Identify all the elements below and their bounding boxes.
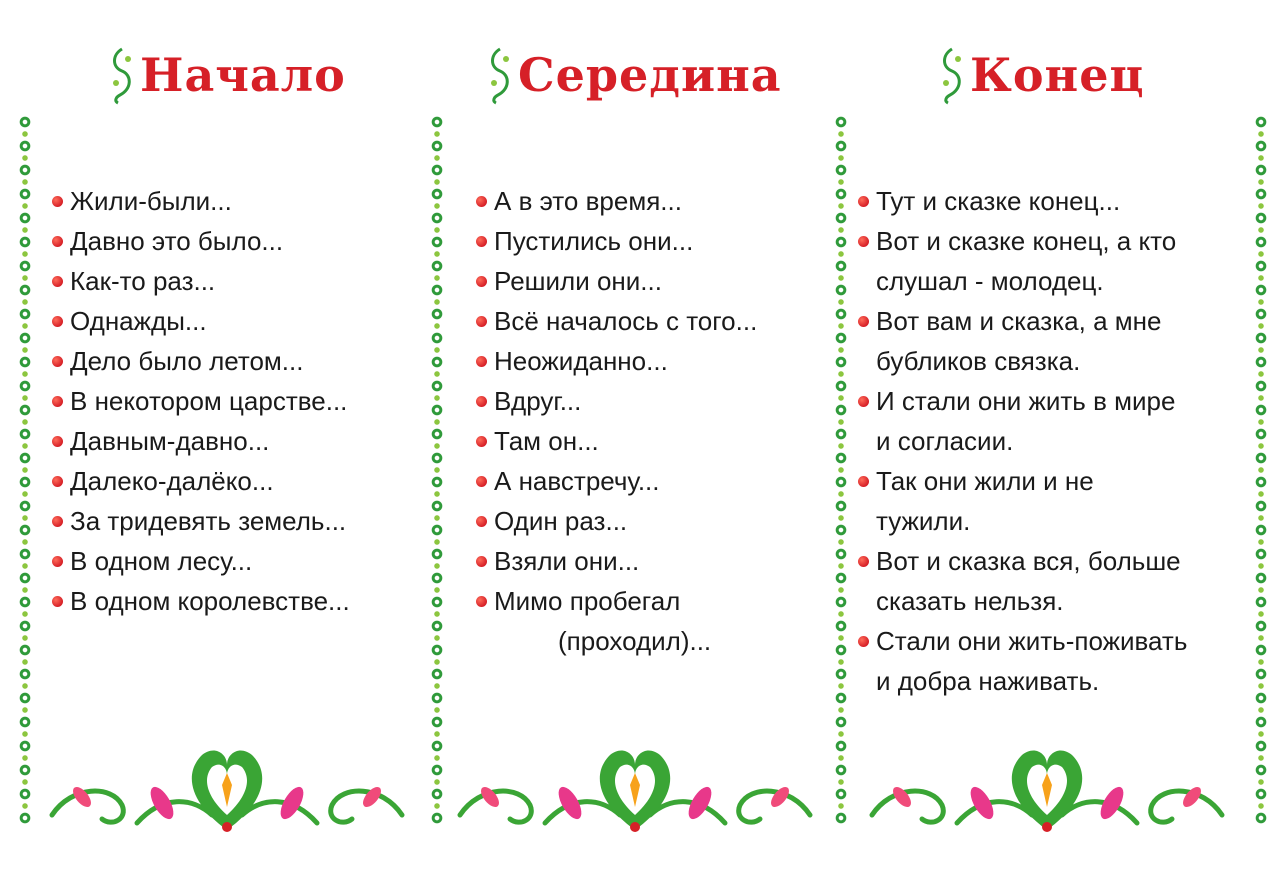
list-item: [476, 581, 757, 661]
bullet-icon: [52, 196, 63, 207]
list-item: [858, 301, 1187, 381]
bullet-icon: [52, 596, 63, 607]
phrase-text-continuation: и добра наживать.: [876, 666, 1100, 696]
list-item: [476, 181, 757, 221]
list-item: [476, 261, 757, 301]
phrase-text: Дело было летом...: [70, 346, 304, 376]
bullet-icon: [52, 236, 63, 247]
phrase-text-continuation: тужили.: [876, 506, 971, 536]
bullet-icon: [52, 356, 63, 367]
bullet-icon: [476, 196, 487, 207]
phrase-text-continuation: бубликов связка.: [876, 346, 1081, 376]
phrase-text-continuation: и согласии.: [876, 426, 1014, 456]
floral-ornament-icon: [862, 735, 1232, 835]
list-item: [52, 421, 350, 461]
phrase-text: И стали они жить в мире: [876, 386, 1176, 416]
list-item: [476, 381, 757, 421]
list-item: [52, 461, 350, 501]
bullet-icon: [858, 316, 869, 327]
list-item: [476, 461, 757, 501]
column-title: Конец: [970, 48, 1145, 102]
list-item: [52, 381, 350, 421]
bullet-icon: [858, 636, 869, 647]
phrase-text: Тут и сказке конец...: [876, 186, 1121, 216]
list-item: [858, 181, 1187, 221]
list-item: [476, 301, 757, 341]
list-item: [52, 181, 350, 221]
phrase-text: Давно это было...: [70, 226, 284, 256]
list-item: [476, 341, 757, 381]
start-phrase-list: [52, 181, 350, 621]
list-item: [52, 581, 350, 621]
column-title: Начало: [140, 48, 346, 102]
phrase-text: Давным-давно...: [70, 426, 270, 456]
phrase-text: Вот вам и сказка, а мне: [876, 306, 1162, 336]
divider-ornament-1: [430, 115, 444, 825]
heading-end: [938, 40, 1144, 110]
heading-start: [108, 40, 346, 110]
phrase-text: Один раз...: [494, 506, 628, 536]
bullet-icon: [858, 236, 869, 247]
bullet-icon: [52, 396, 63, 407]
list-item: [858, 541, 1187, 621]
floral-ornament-icon: [450, 735, 820, 835]
bullet-icon: [52, 316, 63, 327]
bullet-icon: [476, 516, 487, 527]
phrase-text: В одном королевстве...: [70, 586, 350, 616]
phrase-text: А в это время...: [494, 186, 682, 216]
bullet-icon: [858, 476, 869, 487]
bullet-icon: [52, 516, 63, 527]
bullet-icon: [476, 276, 487, 287]
phrase-text: Вот и сказка вся, больше: [876, 546, 1181, 576]
bullet-icon: [858, 556, 869, 567]
divider-ornament-2: [834, 115, 848, 825]
flourish-icon: [108, 45, 136, 105]
list-item: [52, 221, 350, 261]
phrase-text: В некотором царстве...: [70, 386, 348, 416]
phrase-text: Вдруг...: [494, 386, 582, 416]
bullet-icon: [52, 556, 63, 567]
list-item: [52, 301, 350, 341]
phrase-text: Неожиданно...: [494, 346, 668, 376]
list-item: [858, 621, 1187, 701]
phrase-text: За тридевять земель...: [70, 506, 347, 536]
bullet-icon: [858, 396, 869, 407]
bullet-icon: [476, 356, 487, 367]
left-border-ornament: [18, 115, 32, 825]
phrase-text: Вот и сказке конец, а кто: [876, 226, 1177, 256]
phrase-text: Мимо пробегал: [494, 586, 681, 616]
floral-ornament-icon: [42, 735, 412, 835]
bullet-icon: [52, 276, 63, 287]
phrase-text: Далеко-далёко...: [70, 466, 274, 496]
phrase-text: Жили-были...: [70, 186, 232, 216]
phrase-text: Пустились они...: [494, 226, 694, 256]
list-item: [52, 541, 350, 581]
phrase-text-continuation: сказать нельзя.: [876, 586, 1064, 616]
list-item: [52, 501, 350, 541]
list-item: [858, 221, 1187, 301]
list-item: [52, 261, 350, 301]
list-item: [858, 381, 1187, 461]
list-item: [476, 541, 757, 581]
phrase-text-continuation: (проходил)...: [558, 626, 712, 656]
bullet-icon: [52, 476, 63, 487]
bullet-icon: [476, 436, 487, 447]
phrase-text: Всё началось с того...: [494, 306, 758, 336]
phrase-text: Решили они...: [494, 266, 662, 296]
phrase-text: А навстречу...: [494, 466, 660, 496]
phrase-text: Однажды...: [70, 306, 207, 336]
bullet-icon: [476, 236, 487, 247]
bullet-icon: [476, 316, 487, 327]
bullet-icon: [52, 436, 63, 447]
bullet-icon: [476, 596, 487, 607]
column-title: Середина: [518, 48, 782, 102]
list-item: [52, 341, 350, 381]
end-phrase-list: [858, 181, 1187, 701]
phrase-text: Как-то раз...: [70, 266, 216, 296]
flourish-icon: [938, 45, 966, 105]
list-item: [858, 461, 1187, 541]
bullet-icon: [476, 556, 487, 567]
flourish-icon: [486, 45, 514, 105]
list-item: [476, 421, 757, 461]
phrase-text: В одном лесу...: [70, 546, 253, 576]
bullet-icon: [476, 476, 487, 487]
middle-phrase-list: [476, 181, 757, 661]
list-item: [476, 501, 757, 541]
phrase-text: Там он...: [494, 426, 599, 456]
bullet-icon: [858, 196, 869, 207]
phrase-text: Взяли они...: [494, 546, 640, 576]
phrase-text: Стали они жить-поживать: [876, 626, 1188, 656]
bullet-icon: [476, 396, 487, 407]
right-border-ornament: [1254, 115, 1268, 825]
list-item: [476, 221, 757, 261]
phrase-text-continuation: слушал - молодец.: [876, 266, 1104, 296]
phrase-text: Так они жили и не: [876, 466, 1094, 496]
heading-middle: [486, 40, 782, 110]
